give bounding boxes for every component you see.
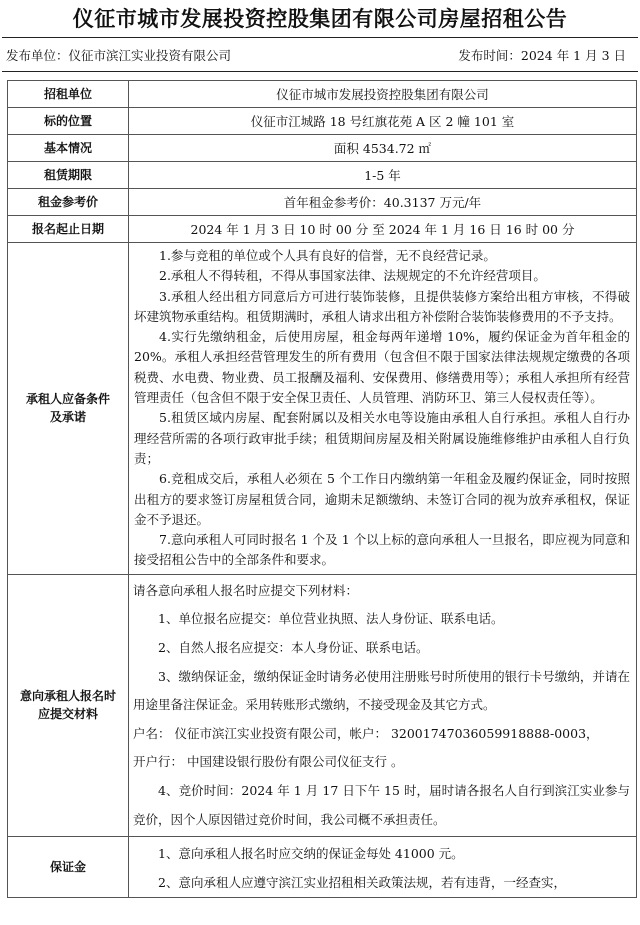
materials-intro: 请各意向承租人报名时应提交下列材料：	[133, 582, 359, 598]
material-item: 2、自然人报名应提交：本人身份证、联系电话。	[158, 639, 429, 655]
label-location: 标的位置	[8, 108, 129, 135]
condition-item: 4.实行先缴纳租金，后使用房屋，租金每两年递增 10%，履约保证金为首年租金的 20%。承租人承担经营管理发生的所有费用（包含但不限于国家法律法规规定缴费的各项税费、水电费、物业费、员工报酬及福利、安保费用、修缮费用等）；承租人承担所有经营管理责任（包含但不限于安全保卫责任、人员管理、消防环卫、第三人侵权责任等）。	[134, 329, 630, 406]
value-location: 仪征市江城路 18 号红旗花苑 A 区 2 幢 101 室	[129, 108, 637, 135]
label-period: 报名起止日期	[8, 216, 129, 243]
row-term	[8, 162, 637, 189]
value-rent: 首年租金参考价：40.3137 万元/年	[129, 189, 637, 216]
label-conditions	[8, 243, 129, 575]
date-line	[458, 46, 626, 64]
row-unit	[8, 81, 637, 108]
row-location	[8, 108, 637, 135]
row-deposit	[8, 837, 637, 898]
publisher-label: 发布单位：	[6, 48, 69, 63]
label-deposit: 保证金	[8, 837, 129, 898]
date-label: 发布时间：	[458, 48, 521, 63]
material-item: 1、单位报名应提交：单位营业执照、法人身份证、联系电话。	[158, 611, 504, 627]
label-conditions-line1: 承租人应备条件	[25, 392, 110, 407]
deposit-text	[129, 837, 637, 898]
label-conditions-line2: 及承诺	[49, 410, 86, 425]
publisher-line	[6, 46, 231, 64]
conditions-text	[129, 243, 637, 575]
materials-text	[129, 574, 637, 836]
value-term: 1-5 年	[129, 162, 637, 189]
page-title: 仪征市城市发展投资控股集团有限公司房屋招租公告	[72, 6, 568, 31]
value-period: 2024 年 1 月 3 日 10 时 00 分 至 2024 年 1 月 16 日 16 时 00 分	[129, 216, 637, 243]
condition-item: 3.承租人经出租方同意后方可进行装饰装修，且提供装修方案给出租方审核，不得破坏建筑物承重结构。租赁期满时，承租人请求出租方补偿附合装饰装修费用的不予支持。	[134, 288, 630, 324]
label-materials	[8, 574, 129, 836]
publisher-name: 仪征市滨江实业投资有限公司	[68, 48, 232, 63]
condition-item: 5.租赁区域内房屋、配套附属以及相关水电等设施由承租人自行承担。承租人自行办理经营所需的各项行政审批手续；租赁期间房屋及相关附属设施维修维护由承租人自行负责；	[134, 410, 630, 466]
deposit-item: 1、意向承租人报名时应交纳的保证金每处 41000 元。	[158, 846, 464, 862]
row-period	[8, 216, 637, 243]
value-basic: 面积 4534.72 ㎡	[129, 135, 637, 162]
row-basic	[8, 135, 637, 162]
label-materials-line1: 意向承租人报名时	[19, 689, 116, 704]
publish-date: 2024 年 1 月 3 日	[520, 48, 626, 63]
row-rent	[8, 189, 637, 216]
notice-table	[7, 80, 637, 898]
row-conditions	[8, 243, 637, 575]
material-item: 4、竞价时间：2024 年 1 月 17 日下午 15 时，届时请各报名人自行到滨江实业参与竞价，因个人原因错过竞价时间，我公司概不承担责任。	[133, 782, 630, 827]
top-divider	[2, 37, 638, 38]
label-rent: 租金参考价	[8, 189, 129, 216]
meta-divider	[2, 71, 638, 72]
deposit-item: 2、意向承租人应遵守滨江实业招租相关政策法规，若有违背，一经查实，	[158, 875, 566, 891]
material-item: 3、缴纳保证金，缴纳保证金时请务必使用注册账号时所使用的银行卡号缴纳，并请在用途里备注保证金。采用转账形式缴纳，不接受现金及其它方式。	[133, 668, 630, 713]
label-term: 租赁期限	[8, 162, 129, 189]
label-unit: 招租单位	[8, 81, 129, 108]
bank-line: 开户行： 中国建设银行股份有限公司仪征支行 。	[133, 754, 404, 770]
label-basic: 基本情况	[8, 135, 129, 162]
account-line: 户名： 仪征市滨江实业投资有限公司，帐户： 32001747036059918888-0003，	[133, 725, 599, 741]
label-materials-line2: 应提交材料	[37, 707, 98, 722]
condition-item: 6.竞租成交后，承租人必须在 5 个工作日内缴纳第一年租金及履约保证金，同时按照出租方的要求签订房屋租赁合同，逾期未足额缴纳、未签订合同的视为放弃承租权，保证金不予退还。	[134, 471, 630, 527]
condition-item: 1.参与竞租的单位或个人具有良好的信誉，无不良经营记录。	[159, 248, 496, 263]
condition-item: 7.意向承租人可同时报名 1 个及 1 个以上标的意向承租人一旦报名，即应视为同意和接受招租公告中的全部条件和要求。	[134, 532, 630, 568]
row-materials	[8, 574, 637, 836]
condition-item: 2.承租人不得转租，不得从事国家法律、法规规定的不允许经营项目。	[159, 268, 546, 284]
value-unit: 仪征市城市发展投资控股集团有限公司	[129, 81, 637, 108]
